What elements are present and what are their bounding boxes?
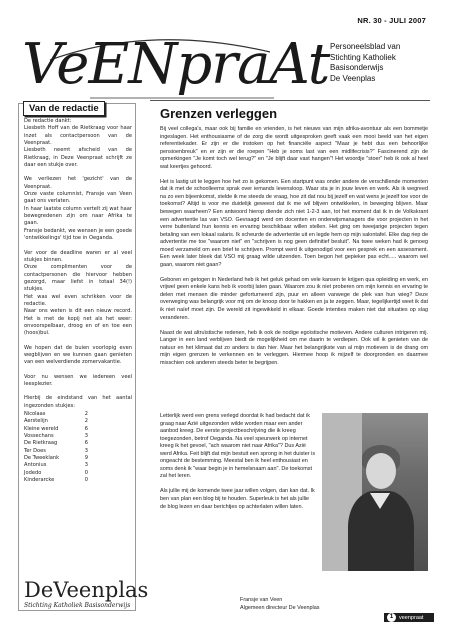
subtitle-line: De Veenplas	[330, 73, 376, 83]
article-paragraph: Bij veel collega's, maar ook bij familie en vrienden, is het nieuws van mijn afrika-avontuur als een bommetje ingeslagen. Het enthousiasme of de zorg die wordt uitgesproken geeft vaak een mooi beeld van het eigen referentiekader. Er zijn er die instoken op het financiële aspect "Maar je hebt dus een behoorlijke pensioenbreuk" en er zijn er die roepen "Heb je soms last van een midlifecrisis?" Fascinerend zijn de opmerkingen "Je komt toch wel terug?" en "Je blijft daar vast hangen"! Het woordje "stoer" heb ik ook al heel wat keertjes gehoord.	[160, 126, 428, 170]
list-item	[24, 418, 88, 425]
school-name: Aerstelijn	[24, 418, 48, 425]
masthead	[22, 30, 330, 104]
list-item	[24, 462, 88, 469]
page-number: 1	[387, 613, 396, 622]
sidebar-paragraph: Voor nu wensen we iedereen veel leesplezier.	[24, 373, 132, 387]
school-name: Vossechans	[24, 433, 54, 440]
subtitle-line: Basisonderwijs	[330, 63, 384, 72]
article-body	[160, 126, 428, 375]
subtitle-line: Personeelsblad van	[330, 42, 401, 51]
school-count: 0	[84, 469, 88, 476]
school-count: 6	[84, 440, 88, 447]
school-name: Kleine wereld	[24, 425, 59, 432]
article-paragraph: Letterlijk werd een grens verlegd doordat ik had bedacht dat ik graag naar Azië uitgezonden wilde worden maar een ander aanbod kreeg. De eerste projectbeschrijving die ik kreeg toegezonden, betrof Oeganda. Na veel speurwerk op internet kreeg ik het gevoel, "ach waarom niet naar Afrika"? Dus Azië werd Afrika. Feit blijft dat mijn bestuit een sprong in het duister is ongeacht de bestemming. Meestal ben ik heel enthousiast en soms denk ik "waar begin je in hemelsnaam aan". De toekomst zal het leren.	[160, 413, 316, 480]
submission-count-list	[24, 411, 132, 484]
school-count: 3	[84, 433, 88, 440]
school-name: Nicolaas	[24, 411, 46, 418]
list-item	[24, 433, 88, 440]
school-name: De Tweeklank	[24, 455, 60, 462]
subtitle-line: Stichting Katholiek	[330, 52, 396, 62]
school-name: Kinderarcke	[24, 477, 55, 484]
list-item	[24, 455, 88, 462]
article-closing	[160, 413, 316, 519]
article-paragraph: Het is lastig uit te leggen hoe het zo is gekomen. Een startpunt was onder andere de verschillende momenten dat ik met de schoolleerns sprak over iemands levensloop. Waar sta je in jouw leven en werk. Als ik wegreed na zo een bijeenkomst, stelde ik me steeds de vraag, hoe zit dat nou bij jezelf en wat wens je jezelf toe voor de toekomst? Altijd is voor me duidelijk geweest dat ik me wil blijven ontwikkelen, in beweging blijven. Maar bewegen waarheen? Een antwoord hierop diende zich niet 1-2-3 aan, tot het moment dat ik in de Volkskrant een advertentie las van VSO. Gevraagd werd om docenten en onderwijsmanagers die voor projecten in het verre buitenland hun kennis en ervaring beschikbaar willen stellen. Het ging om tweejarige projecten tegen betaling van een lokaal salaris. Ik scheurde de advertentie uit en legde hem op mijn salontafel. Elke dag riep de advertentie me toe "waarom niet" en "schrijven is nog geen definitief besluit". Na twee weken had ik genoeg moed verzameld om een brief te schrijven. Prompt werd ik uitgenodigd voor een gesprek en een assessment. Een week later bleek dat VSO mij graag wilde uitzenden. Toen begon het gepieker pas echt..... waarom wel gaan, waarom niet gaan?	[160, 178, 428, 268]
article-paragraph: Naast de wat altruïstische redenen, heb ik ook de nodige egoïstische motieven. Andere culturen intrigeren mij. Langer in een land verblijven biedt de mogelijkheid om me daarin te verdiepen. Ook wil ik genieten van de natuur en het klimaat dat zo anders is dan hier. Maar het belangrijkste van al mijn motieven is de drang om mijn eigen grenzen te verkennen en te verleggen. Hiermee hoop ik mijzelf te doorgronden en daarmee misschien ook anderen steeds beter te begrijpen.	[160, 329, 428, 366]
sidebar-heading: Van de redactie	[23, 101, 105, 116]
school-count: 6	[84, 425, 88, 432]
school-name: Jodedo	[24, 469, 42, 476]
list-item	[24, 448, 88, 455]
logo-tagline: Stichting Katholiek Basisonderwijs	[24, 602, 131, 609]
school-count: 0	[84, 477, 88, 484]
article-title: Grenzen verleggen	[160, 106, 278, 121]
school-count: 2	[84, 411, 88, 418]
author-photo	[322, 413, 428, 571]
list-item	[24, 470, 88, 477]
school-name: Ter Does	[24, 447, 46, 454]
school-name: Antonius	[24, 462, 47, 469]
footer-label: veenpraat	[399, 614, 424, 621]
masthead-title: VeENpraAt	[22, 32, 330, 97]
article-paragraph: Geboren en getogen in Nederland heb ik het geluk gehad om vele kansen te krijgen qua opleiding en werk, en vrijwel geen enkele kans heb ik voorbij laten gaan. Waarom zou ik niet proberen om mijn kennis en ervaring te delen met mensen die minder geforturneerd zijn, puur en alleen vanwege de plek van hun wieg? Deze overweging was belangrijk voor mij om de knoop door te hakken en ja te zeggen. Maar, tegelijkertijd weet ik dat ik niet naïef moet zijn. De wereld zit ingewikkeld in elkaar. Goede intenties maken niet dat situaties op slag veranderen.	[160, 276, 428, 321]
publication-subtitle	[330, 42, 426, 84]
article-paragraph: Als jullie mij de komende twee jaar willen volgen, dan kan dat. Ik ben van plan een blog bij te houden. Superleuk is het als jullie de blog lezen en daar berichtjes op achterlaten willen laten.	[160, 488, 315, 510]
school-count: 3	[84, 447, 88, 454]
article-signature	[240, 597, 320, 612]
list-item	[24, 440, 88, 447]
list-item	[24, 411, 88, 418]
sidebar-paragraph: De redactie dankt: Liesbeth Hoff van de Rietkraag voor haar inzet als contactpersoon van de Veenpraat. Liesbeth neemt afscheid van de Rietkraag, in Deze Veenpraat schrijft ze daar een stukje over.	[24, 118, 132, 169]
veenplas-logo	[18, 578, 149, 620]
sidebar-paragraph: We verliezen het 'gezicht' van de Veenpraat. Onze vaste columnist, Fransje van Veen gaat ons verlaten. In haar laatste column vertelt zij wat haar bewegredenen zijn om naar Afrika te gaan. Fransje bedankt, we wensen je een goede 'ontwikkelings' tijd toe in Oeganda.	[24, 176, 132, 242]
article-divider	[150, 100, 430, 101]
editorial-sidebar	[18, 103, 149, 611]
school-name: De Rietkraag	[24, 440, 58, 447]
list-item	[24, 477, 88, 484]
school-count: 9	[84, 455, 88, 462]
signature-role: Algemeen directeur De Veenplas	[240, 604, 320, 611]
school-count: 2	[84, 418, 88, 425]
sidebar-paragraph: We hopen dat de buien voorlopig even wegblijven en we kunnen gaan genieten van een welverdiende zomervakantie.	[24, 344, 132, 366]
page-footer	[384, 613, 434, 622]
list-item	[24, 426, 88, 433]
sidebar-paragraph: Ver voor de deadline waren er al veel stukjes binnen. Onze complimenten voor de contactpersonen die hiervoor hebben gezorgd, maar liefst in totaal 34(!) stukjes. Het was wel even schrikken voor de redactie. Naar ons weten is dit een nieuw record. Het is met de kopij net als het weer: onvoorspelbaar, droog en of en toe een (hoos)bui.	[24, 249, 132, 337]
sidebar-text	[24, 118, 132, 484]
logo-name: DeVeenplas	[24, 578, 149, 602]
sidebar-paragraph: Hierbij de eindstand van het aantal ingezonden stukjes:	[24, 395, 132, 409]
school-count: 3	[84, 462, 88, 469]
issue-number: NR. 30 - JULI 2007	[357, 16, 426, 25]
signature-name: Fransje van Veen	[240, 597, 283, 603]
